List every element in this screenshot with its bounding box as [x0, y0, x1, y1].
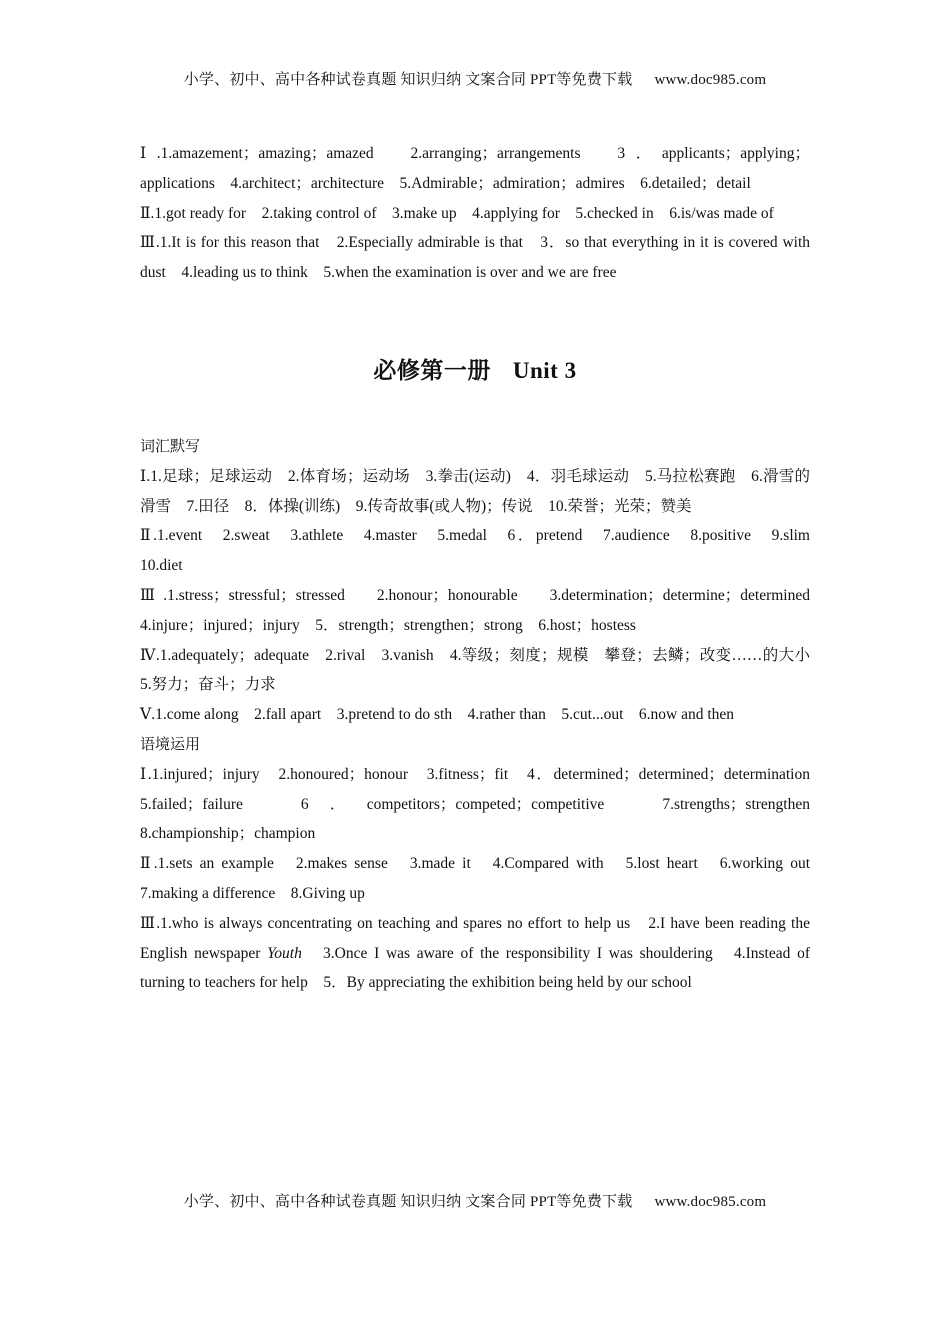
unit2-answers [140, 139, 810, 288]
header-site-link[interactable]: www.doc985.com [654, 72, 767, 88]
unit-title-en: Unit 3 [512, 358, 577, 383]
vocab-section-3: Ⅲ.1.stress；stressful；stressed 2.honour；honourable 3.determination；determine；determined 4.injure；injured；injury 5．strength；strengthen；strong 6.host；hostess [140, 586, 826, 634]
unit3-answers [140, 432, 826, 998]
usage-section-2: Ⅱ.1.sets an example 2.makes sense 3.made it 4.Compared with 5.lost heart 6.working out 7.making a difference 8.Giving up [140, 855, 826, 902]
header-text: 小学、初中、高中各种试卷真题 知识归纳 文案合同 PPT等免费下载 [183, 72, 633, 88]
vocab-section-1: Ⅰ.1.足球；足球运动 2.体育场；运动场 3.拳击(运动) 4．羽毛球运动 5.马拉松赛跑 6.滑雪的 滑雪 7.田径 8．体操(训练) 9.传奇故事(或人物)；传说 10.荣誉；光荣；赞美 [140, 467, 826, 515]
usage-section-3 [140, 909, 810, 998]
page-header [0, 68, 950, 89]
newspaper-name: Youth [267, 944, 302, 962]
vocab-section-2: Ⅱ.1.event 2.sweat 3.athlete 4.master 5.medal 6．pretend 7.audience 8.positive 9.slim 10.diet [140, 527, 826, 575]
unit-title-cn: 必修第一册 [373, 358, 491, 383]
usage-heading: 语境运用 [140, 734, 201, 753]
vocab-section-4: Ⅳ.1.adequately；adequate 2.rival 3.vanish 4.等级；刻度；规模 攀登；去鳞；改变……的大小 5.努力；奋斗；力求 [140, 646, 826, 694]
unit-title [0, 352, 950, 385]
usage-section-3-part-b: 3.Once I was aware of the responsibility I was shouldering 4.Instead of turning to teachers for help 5．By appreciating the exhibition being held by our school [140, 944, 811, 992]
usage-section-1: Ⅰ.1.injured；injury 2.honoured；honour 3.fitness；fit 4．determined；determined；determination 5.failed；failure 6．competitors；competed；competitive 7.strengths；strengthen 8.championship；champion [140, 765, 826, 843]
vocab-heading: 词汇默写 [140, 437, 201, 455]
usage-section-3-part-a: Ⅲ.1.who is always concentrating on teaching and spares no effort to help us 2.I have been reading the English newspaper [140, 914, 810, 962]
vocab-section-5: Ⅴ.1.come along 2.fall apart 3.pretend to do sth 4.rather than 5.cut...out 6.now and then [140, 706, 735, 724]
page-footer [0, 1190, 950, 1211]
unit2-section-1: Ⅰ.1.amazement；amazing；amazed 2.arranging；arrangements 3．applicants；applying；applications 4.architect；architecture 5.Admirable；admiration；admires 6.detailed；detail [140, 145, 810, 192]
footer-text: 小学、初中、高中各种试卷真题 知识归纳 文案合同 PPT等免费下载 [183, 1194, 633, 1210]
footer-site-link[interactable]: www.doc985.com [654, 1194, 767, 1210]
unit2-section-3: Ⅲ.1.It is for this reason that 2.Especially admirable is that 3．so that everything in it is covered with dust 4.leading us to think 5.when the examination is over and we are free [140, 234, 810, 282]
unit2-section-2: Ⅱ.1.got ready for 2.taking control of 3.make up 4.applying for 5.checked in 6.is/was made of [140, 204, 774, 222]
